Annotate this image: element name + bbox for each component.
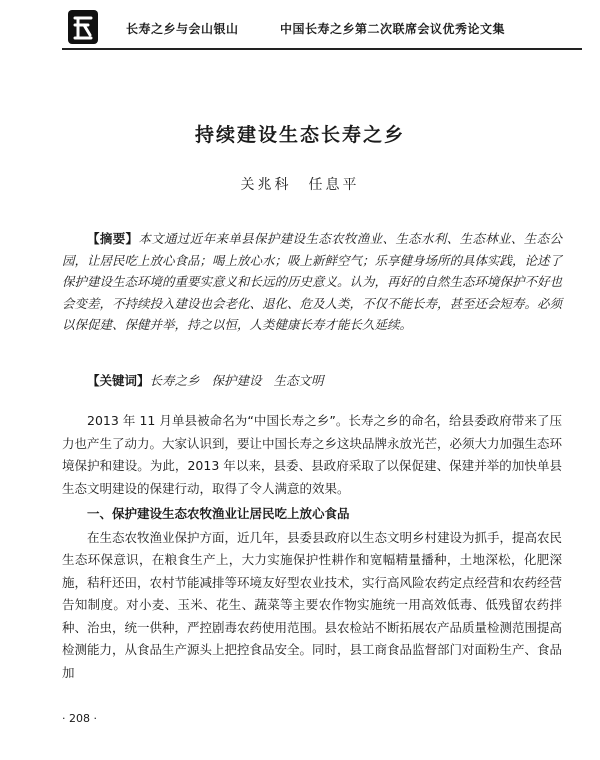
page-number: · 208 ·: [62, 712, 97, 725]
keyword: 长寿之乡: [149, 373, 200, 388]
article-authors: 关兆科 任息平: [240, 177, 360, 193]
article-body: [62, 410, 562, 684]
book-series-logo-icon: [66, 8, 100, 46]
keywords: [62, 370, 562, 392]
article-title: 持续建设生态长寿之乡: [194, 124, 405, 146]
section-paragraph: 在生态农牧渔业保护方面，近几年，县委县政府以生态文明乡村建设为抓手，提高农民生态环保意识，在粮食生产上，大力实施保护性耕作和宽幅精量播种，土地深松，化肥深施，秸秆还田，农村节能减排等环境友好型农业技术，实行高风险农药定点经营和农药经营告知制度。对小麦、玉米、花生、蔬菜等主要农作物实施统一用高效低毒、低残留农药拌种、治虫，统一供种，严控剧毒农药使用范围。县农检站不断拓展农产品质量检测范围提高检测能力，从食品生产源头上把控食品安全。同时，县工商食品监督部门对面粉生产、食品加: [62, 529, 563, 680]
abstract: [62, 228, 562, 336]
section-heading: 一、保护建设生态农牧渔业让居民吃上放心食品: [87, 506, 350, 521]
keyword: 生态文明: [273, 373, 324, 388]
abstract-text: 本文通过近年来单县保护建设生态农牧渔业、生态水利、生态林业、生态公园，让居民吃上放心食品；喝上放心水；吸上新鲜空气；乐享健身场所的具体实践，论述了保护建设生态环境的重要实意义和长远的历史意义。认为，再好的自然生态环境保护不好也会变差，不持续投入建设也会老化、退化、危及人类，不仅不能长寿，甚至还会短寿。必须以保促建、保健并举，持之以恒，人类健康长寿才能长久延续。: [62, 231, 563, 332]
keyword: 保护建设: [211, 373, 262, 388]
abstract-label: 【摘要】: [87, 231, 139, 246]
intro-paragraph: 2013 年 11 月单县被命名为“中国长寿之乡”。长寿之乡的命名，给县委政府带来了压力也产生了动力。大家认识到，要让中国长寿之乡这块品牌永放光芒，必须大力加强生态环境保护和建设。为此，2013 年以来，县委、县政府采取了以保促建、保建并举的加快单县生态文明建设的保建行动，取得了令人满意的效果。: [62, 413, 563, 496]
running-header: [62, 14, 582, 50]
keywords-label: 【关键词】: [87, 373, 150, 388]
header-collection-title: 中国长寿之乡第二次联席会议优秀论文集: [280, 22, 506, 36]
header-volume-theme: 长寿之乡与会山银山: [126, 22, 239, 36]
